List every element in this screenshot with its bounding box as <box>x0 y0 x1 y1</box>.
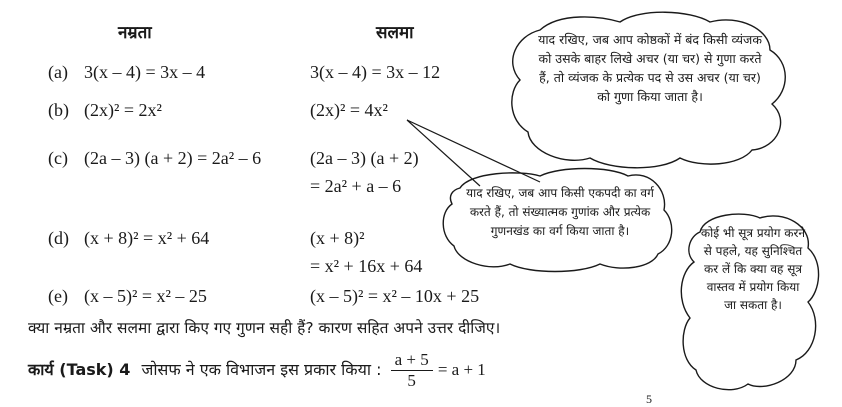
row-a-salma-equation: 3(x – 4) = 3x – 12 <box>310 62 441 82</box>
task-fraction-numerator: a + 5 <box>391 350 433 371</box>
thought-bubble-top-text: याद रखिए, जब आप कोष्ठकों में बंद किसी व्यंजक को उसके बाहर लिखे अचर (या चर) से गुणा करते हैं, तो व्यंजक के प्रत्येक पद से उस अचर (या चर) को गुणा किया जाता है। <box>538 32 762 104</box>
row-c-label: (c) <box>48 148 68 168</box>
row-d-namrata-equation: (x + 8)² = x² + 64 <box>84 228 210 248</box>
row-d-label: (d) <box>48 228 69 248</box>
row-c-salma-equation-line2: = 2a² + a – 6 <box>310 176 402 196</box>
row-e-label: (e) <box>48 286 68 306</box>
task-title: कार्य (Task) 4 <box>28 360 131 379</box>
task-text: जोसफ ने एक विभाजन इस प्रकार किया : <box>141 360 382 379</box>
row-a-label: (a) <box>48 62 68 82</box>
thought-bubble-middle-text: याद रखिए, जब आप किसी एकपदी का वर्ग करते हैं, तो संख्यात्मक गुणांक और प्रत्येक गुणनखंड का वर्ग किया जाता है। <box>466 186 654 238</box>
row-e-namrata-equation: (x – 5)² = x² – 25 <box>84 286 207 306</box>
question-text: क्या नम्रता और सलमा द्वारा किए गए गुणन सही हैं? कारण सहित अपने उत्तर दीजिए। <box>28 319 501 337</box>
task-rhs: = a + 1 <box>437 360 486 379</box>
task-fraction-denominator: 5 <box>407 371 416 390</box>
row-d-salma-equation-line1: (x + 8)² <box>310 228 365 248</box>
row-c-salma-equation-line1: (2a – 3) (a + 2) <box>310 148 419 168</box>
heading-namrata: नम्रता <box>118 23 152 43</box>
row-d-salma-equation-line2: = x² + 16x + 64 <box>310 256 423 276</box>
row-b-label: (b) <box>48 100 69 120</box>
row-c-namrata-equation: (2a – 3) (a + 2) = 2a² – 6 <box>84 148 262 168</box>
row-e-salma-equation: (x – 5)² = x² – 10x + 25 <box>310 286 480 306</box>
row-b-salma-equation: (2x)² = 4x² <box>310 100 388 120</box>
heading-salma: सलमा <box>376 23 414 43</box>
task-line <box>28 350 486 391</box>
page-footer-mark: 5 <box>646 392 652 406</box>
thought-bubble-right-text: कोई भी सूत्र प्रयोग करने से पहले, यह सुनिश्चित कर लें कि क्या वह सूत्र वास्तव में प्रयोग किया जा सकता है। <box>700 226 806 312</box>
task-fraction <box>391 350 433 391</box>
row-b-namrata-equation: (2x)² = 2x² <box>84 100 162 120</box>
row-a-namrata-equation: 3(x – 4) = 3x – 4 <box>84 62 206 82</box>
